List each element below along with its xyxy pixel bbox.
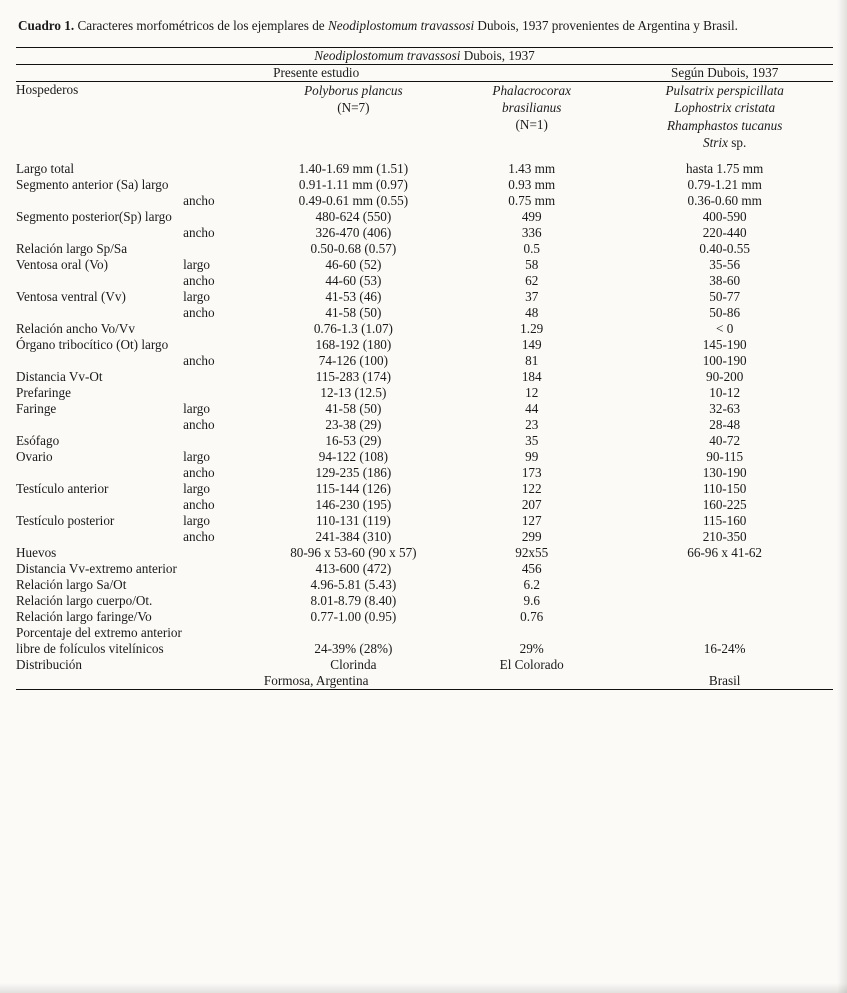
row-value-a: 4.96-5.81 (5.43)	[310, 576, 397, 592]
row-value-c: 0.40-0.55	[699, 240, 750, 256]
row-label: Testículo anterior	[16, 480, 109, 496]
row-value-a: 41-58 (50)	[325, 304, 382, 320]
row-value-a: 41-53 (46)	[325, 288, 382, 304]
row-value-a: 44-60 (53)	[325, 272, 382, 288]
row-value-a: 74-126 (100)	[318, 352, 388, 368]
row-value-c: 400-590	[702, 208, 747, 224]
row-value-a: 480-624 (550)	[315, 208, 392, 224]
row-label	[16, 225, 183, 241]
row-sublabel	[183, 177, 260, 193]
row-value-c: 0.36-0.60 mm	[687, 192, 762, 208]
row-label: Ventosa oral (Vo)	[16, 256, 109, 272]
table-row	[16, 433, 833, 449]
row-value-a: 94-122 (108)	[318, 448, 388, 464]
host-col-b	[447, 82, 616, 152]
host-col-c-line-3: Rhamphastos tucanus	[666, 117, 783, 133]
row-value-c	[616, 593, 833, 609]
table-row	[16, 385, 833, 401]
table-row	[16, 241, 833, 257]
row-value-c: 38-60	[709, 272, 741, 288]
distribution-value-b: El Colorado	[499, 656, 564, 672]
row-value-a: 0.49-0.61 mm (0.55)	[298, 192, 409, 208]
row-label: Porcentaje del extremo anterior	[16, 624, 182, 640]
row-value-c	[616, 577, 833, 593]
row-value-b: 173	[521, 464, 542, 480]
row-label: Testículo posterior	[16, 512, 115, 528]
hosts-row-label: Hospederos	[16, 81, 79, 97]
row-label: Segmento posterior(Sp) largo	[16, 208, 172, 224]
row-value-c: 0.79-1.21 mm	[687, 176, 762, 192]
row-sublabel: largo	[183, 288, 210, 304]
distribution-value-a: Clorinda	[330, 656, 377, 672]
row-value-c: 110-150	[702, 480, 747, 496]
table-row	[16, 465, 833, 481]
row-value-c: 32-63	[709, 400, 741, 416]
row-label: Largo total	[16, 160, 74, 176]
row-label: Relación largo faringe/Vo	[16, 608, 152, 624]
morphometrics-table	[16, 47, 833, 690]
row-value-c	[616, 625, 833, 641]
table-row	[16, 513, 833, 529]
row-value-c: 145-190	[702, 336, 747, 352]
hosts-header-row	[16, 82, 833, 152]
table-row	[16, 337, 833, 353]
row-value-c: 100-190	[702, 352, 747, 368]
row-value-a: 80-96 x 53-60 (90 x 57)	[290, 544, 417, 560]
row-value-c: 210-350	[702, 528, 747, 544]
row-value-b: 0.93 mm	[508, 176, 556, 192]
table-bottom-rule-row	[16, 689, 833, 690]
table-row	[16, 193, 833, 209]
table-row	[16, 369, 833, 385]
row-sublabel: ancho	[183, 352, 215, 368]
row-value-c: 10-12	[709, 384, 741, 400]
row-sublabel	[183, 577, 260, 593]
row-value-a: 115-144 (126)	[315, 480, 392, 496]
row-sublabel: ancho	[183, 272, 215, 288]
table-row	[16, 321, 833, 337]
locality-value: Formosa, Argentina	[263, 672, 369, 688]
table-row	[16, 449, 833, 465]
row-sublabel: ancho	[183, 224, 215, 240]
row-value-b: 1.29	[520, 320, 544, 336]
table-row	[16, 273, 833, 289]
row-value-a: 0.91-1.11 mm (0.97)	[298, 176, 408, 192]
row-value-c: 160-225	[702, 496, 747, 512]
row-sublabel	[183, 609, 260, 625]
row-value-b: 35	[525, 432, 539, 448]
row-value-c: 220-440	[702, 224, 747, 240]
row-sublabel	[183, 625, 260, 641]
row-value-c: 40-72	[709, 432, 741, 448]
row-sublabel: largo	[183, 256, 210, 272]
row-value-b: 127	[521, 512, 542, 528]
host-col-b-n: (N=1)	[515, 117, 548, 133]
row-label: Distancia Vv-extremo anterior	[16, 560, 177, 576]
row-label: Prefaringe	[16, 384, 71, 400]
row-label: Relación largo cuerpo/Ot.	[16, 592, 153, 608]
row-value-b: 6.2	[523, 576, 540, 592]
row-sublabel: ancho	[183, 192, 215, 208]
row-sublabel	[183, 161, 260, 177]
row-value-a: 241-384 (310)	[315, 528, 392, 544]
group-dubois: Según Dubois, 1937	[671, 64, 779, 80]
row-sublabel: ancho	[183, 496, 215, 512]
table-row	[16, 161, 833, 177]
row-sublabel	[183, 593, 260, 609]
row-value-c: 90-200	[705, 368, 744, 384]
row-label	[16, 273, 183, 289]
species-title-italic: Neodiplostomum travassosi	[314, 47, 461, 63]
row-sublabel	[183, 385, 260, 401]
distribution-row	[16, 657, 833, 673]
row-value-b: 499	[521, 208, 542, 224]
row-value-b: 0.75 mm	[508, 192, 556, 208]
group-header-row	[16, 65, 833, 82]
row-value-c	[616, 561, 833, 577]
row-sublabel: largo	[183, 512, 210, 528]
table-row	[16, 609, 833, 625]
row-sublabel: ancho	[183, 416, 215, 432]
row-sublabel	[183, 321, 260, 337]
table-row	[16, 209, 833, 225]
host-col-a	[260, 82, 447, 152]
table-row	[16, 625, 833, 641]
row-value-a: 326-470 (406)	[315, 224, 392, 240]
row-label: Distancia Vv-Ot	[16, 368, 103, 384]
row-value-b: 58	[525, 256, 539, 272]
row-value-a: 146-230 (195)	[315, 496, 392, 512]
spacer-row	[16, 152, 833, 161]
row-value-a: 41-58 (50)	[325, 400, 382, 416]
row-label: Relación ancho Vo/Vv	[16, 320, 135, 336]
row-value-a: 1.40-1.69 mm (1.51)	[298, 160, 409, 176]
table-row	[16, 177, 833, 193]
row-label	[16, 417, 183, 433]
row-sublabel: largo	[183, 448, 210, 464]
row-value-a: 0.76-1.3 (1.07)	[313, 320, 393, 336]
table-row	[16, 417, 833, 433]
row-sublabel: ancho	[183, 528, 215, 544]
row-value-a: 0.77-1.00 (0.95)	[310, 608, 397, 624]
row-label	[16, 465, 183, 481]
caption-text-after: Dubois, 1937 provenientes de Argentina y Brasil.	[474, 18, 738, 33]
row-value-b: 44	[525, 400, 539, 416]
table-caption	[18, 18, 827, 35]
country-dubois-value: Brasil	[708, 672, 741, 688]
row-label: Relación largo Sp/Sa	[16, 240, 128, 256]
host-col-c-line-2: Lophostrix cristata	[674, 100, 776, 116]
row-label: Huevos	[16, 544, 57, 560]
row-value-b: 29%	[519, 640, 544, 656]
table-row	[16, 289, 833, 305]
row-value-a: 168-192 (180)	[315, 336, 392, 352]
row-value-b: 184	[521, 368, 542, 384]
row-value-a: 46-60 (52)	[325, 256, 382, 272]
row-sublabel	[183, 433, 260, 449]
row-value-a: 12-13 (12.5)	[320, 384, 387, 400]
row-value-b: 9.6	[523, 592, 540, 608]
row-value-b: 149	[521, 336, 542, 352]
row-sublabel	[183, 545, 260, 561]
table-row	[16, 593, 833, 609]
row-value-b: 92x55	[515, 544, 549, 560]
row-value-b: 48	[525, 304, 539, 320]
row-value-c: 115-160	[702, 512, 747, 528]
row-value-a: 413-600 (472)	[315, 560, 392, 576]
host-col-c-line-4-roman: sp.	[727, 135, 747, 151]
row-value-b: 0.5	[523, 240, 540, 256]
row-label	[16, 529, 183, 545]
row-label: Esófago	[16, 432, 60, 448]
table-row	[16, 641, 833, 657]
row-sublabel	[183, 561, 260, 577]
row-value-a: 110-131 (119)	[315, 512, 391, 528]
group-present-study: Presente estudio	[273, 64, 360, 80]
row-value-a: 115-283 (174)	[315, 368, 392, 384]
row-sublabel: ancho	[183, 304, 215, 320]
row-label	[16, 305, 183, 321]
table-row	[16, 305, 833, 321]
row-value-c: 90-115	[706, 448, 744, 464]
row-value-a: 24-39% (28%)	[314, 640, 393, 656]
host-col-c-line-4-italic: Strix	[703, 135, 728, 151]
row-value-c: < 0	[716, 320, 734, 336]
row-value-c: 16-24%	[703, 640, 746, 656]
caption-species: Neodiplostomum travassosi	[327, 18, 475, 33]
row-label	[16, 353, 183, 369]
row-value-c: 130-190	[702, 464, 747, 480]
distribution-value-c	[616, 657, 833, 673]
table-row	[16, 529, 833, 545]
row-sublabel	[183, 209, 260, 225]
row-value-c: 50-86	[709, 304, 741, 320]
row-value-b: 1.43 mm	[508, 160, 556, 176]
row-sublabel: ancho	[183, 464, 215, 480]
host-col-b-name-line2: brasilianus	[502, 100, 562, 116]
host-col-b-name-line1: Phalacrocorax	[492, 82, 572, 98]
table-row	[16, 577, 833, 593]
row-label	[16, 497, 183, 513]
row-value-b: 456	[521, 560, 542, 576]
host-col-c	[616, 82, 833, 152]
row-label: Ovario	[16, 448, 53, 464]
table-row	[16, 257, 833, 273]
caption-label: Cuadro 1.	[18, 18, 75, 33]
caption-text-before: Caracteres morfométricos de los ejemplares de	[74, 18, 328, 33]
distribution-label: Distribución	[16, 656, 82, 672]
table-row	[16, 481, 833, 497]
row-sublabel	[183, 241, 260, 257]
host-col-a-n: (N=7)	[337, 100, 370, 116]
locality-row	[16, 673, 833, 690]
row-value-b: 207	[521, 496, 542, 512]
row-value-b: 299	[521, 528, 542, 544]
row-value-c: hasta 1.75 mm	[686, 160, 764, 176]
species-title-roman: Dubois, 1937	[460, 47, 535, 63]
row-value-b: 37	[525, 288, 539, 304]
row-value-b: 99	[525, 448, 539, 464]
host-col-c-line-1: Pulsatrix perspicillata	[665, 82, 784, 98]
row-label: Faringe	[16, 400, 57, 416]
row-value-b: 81	[525, 352, 539, 368]
row-label: Relación largo Sa/Ot	[16, 576, 127, 592]
row-value-b: 0.76	[520, 608, 544, 624]
row-label	[16, 193, 183, 209]
row-value-c: 50-77	[709, 288, 741, 304]
table-row	[16, 225, 833, 241]
row-sublabel	[183, 337, 260, 353]
row-value-c	[616, 609, 833, 625]
table-row	[16, 353, 833, 369]
row-value-b: 12	[525, 384, 539, 400]
row-value-a: 23-38 (29)	[325, 416, 382, 432]
row-sublabel: largo	[183, 400, 210, 416]
row-value-c: 35-56	[709, 256, 741, 272]
row-value-c: 66-96 x 41-62	[687, 544, 763, 560]
row-value-a: 8.01-8.79 (8.40)	[310, 592, 397, 608]
row-label: Segmento anterior (Sa) largo	[16, 176, 169, 192]
row-label: libre de folículos vitelínicos	[16, 640, 164, 656]
row-value-c: 28-48	[709, 416, 741, 432]
table-row	[16, 545, 833, 561]
row-sublabel: largo	[183, 480, 210, 496]
row-value-a: 16-53 (29)	[325, 432, 382, 448]
row-value-b	[447, 625, 616, 641]
row-value-b: 122	[521, 480, 542, 496]
row-value-a: 129-235 (186)	[315, 464, 392, 480]
row-value-b: 336	[521, 224, 542, 240]
row-value-a: 0.50-0.68 (0.57)	[310, 240, 397, 256]
host-col-a-name: Polyborus plancus	[304, 82, 403, 98]
row-value-b: 23	[525, 416, 539, 432]
row-label: Órgano tribocítico (Ot) largo	[16, 336, 169, 352]
row-sublabel	[183, 641, 260, 657]
row-sublabel	[183, 369, 260, 385]
row-label: Ventosa ventral (Vv)	[16, 288, 126, 304]
table-row	[16, 401, 833, 417]
row-value-a	[260, 625, 447, 641]
species-title-row	[16, 48, 833, 65]
row-value-b: 62	[525, 272, 539, 288]
table-row	[16, 497, 833, 513]
table-row	[16, 561, 833, 577]
scan-edge-shadow-bottom	[0, 983, 847, 993]
